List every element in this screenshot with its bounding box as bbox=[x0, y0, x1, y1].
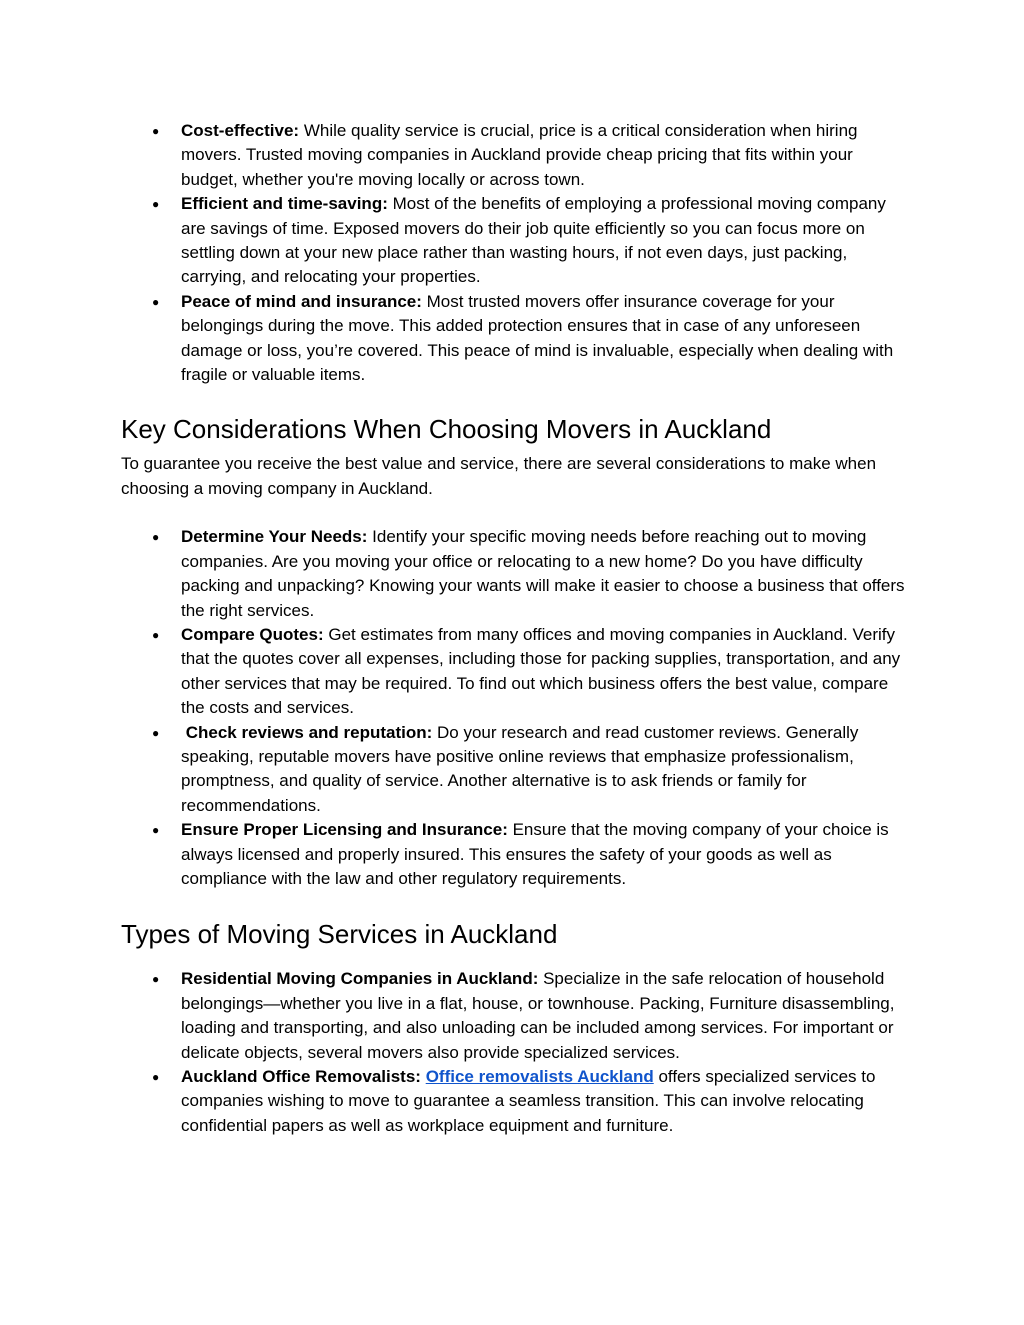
item-title: Ensure Proper Licensing and Insurance: bbox=[181, 820, 508, 840]
item-text: Specialize in the safe relocation of household belongings—whether you live in a flat, house, or townhouse. Packing, Furniture disassembling, loading and transporting, and also unloading can be included among services. For important or delicate objects, several movers also provide specialized services. bbox=[181, 969, 895, 1062]
item-title: Efficient and time-saving: bbox=[181, 194, 388, 214]
list-item bbox=[121, 1065, 911, 1138]
item-title: Auckland Office Removalists: bbox=[181, 1067, 421, 1086]
item-title: Compare Quotes: bbox=[181, 624, 324, 644]
bullet-icon: ● bbox=[152, 627, 160, 642]
item-text: offers specialized services to companies wishing to move to guarantee a seamless transition. This can involve relocating confidential papers as well as workplace equipment and furniture. bbox=[181, 1067, 876, 1135]
item-title: Peace of mind and insurance: bbox=[181, 291, 422, 311]
document-page bbox=[121, 119, 911, 1138]
list-item bbox=[121, 818, 911, 891]
office-removalists-link[interactable]: Office removalists Auckland bbox=[425, 1067, 654, 1086]
item-text: Most trusted movers offer insurance coverage for your belongings during the move. This added protection ensures that in case of any unforeseen damage or loss, you’re covered. This peace of mind is invaluable, especially when dealing with fragile or valuable items. bbox=[181, 291, 894, 385]
item-text: Most of the benefits of employing a professional moving company are savings of time. Exposed movers do their job quite efficiently so you can focus more on settling down at your new place rather than wasting hours, if not even days, just packing, carrying, and relocating your properties. bbox=[181, 194, 886, 287]
item-text: While quality service is crucial, price is a critical consideration when hiring movers. Trusted moving companies in Auckland provide cheap pricing that fits within your budget, whether you're moving locally or across town. bbox=[181, 121, 858, 189]
item-title: Residential Moving Companies in Auckland: bbox=[181, 969, 539, 989]
bullet-icon: ● bbox=[152, 1070, 160, 1084]
item-title: Check reviews and reputation: bbox=[181, 722, 433, 742]
list-item bbox=[121, 967, 911, 1065]
bullet-icon: ● bbox=[152, 823, 160, 838]
bullet-icon: ● bbox=[152, 972, 160, 987]
section-paragraph: To guarantee you receive the best value and service, there are several considerations to make when choosing a moving company in Auckland. bbox=[121, 454, 877, 498]
list-item bbox=[121, 525, 911, 623]
services-list bbox=[121, 967, 911, 1138]
item-title: Cost-effective: bbox=[181, 121, 300, 140]
considerations-list bbox=[121, 525, 911, 891]
bullet-icon: ● bbox=[152, 197, 160, 212]
item-text: Ensure that the moving company of your choice is always licensed and properly insured. This ensures the safety of your goods as well as compliance with the law and other regulatory requirements. bbox=[181, 820, 889, 888]
section-heading-types-of-services: Types of Moving Services in Auckland bbox=[121, 919, 558, 950]
list-item bbox=[121, 721, 911, 819]
list-item bbox=[121, 192, 911, 290]
bullet-icon: ● bbox=[152, 725, 160, 740]
item-title: Determine Your Needs: bbox=[181, 527, 368, 547]
benefits-list bbox=[121, 119, 911, 387]
item-text: Identify your specific moving needs before reaching out to moving companies. Are you moving your office or relocating to a new home? Do you have difficulty packing and unpacking? Knowing your wants will make it easier to choose a business that offers the right services. bbox=[181, 527, 905, 620]
bullet-icon: ● bbox=[152, 124, 160, 138]
list-item bbox=[121, 290, 911, 388]
list-item bbox=[121, 119, 911, 192]
section-heading-key-considerations: Key Considerations When Choosing Movers in Auckland bbox=[121, 414, 772, 445]
bullet-icon: ● bbox=[152, 294, 160, 309]
item-text: Get estimates from many offices and moving companies in Auckland. Verify that the quotes cover all expenses, including those for packing supplies, transportation, and any other services that may be required. To find out which business offers the best value, compare the costs and services. bbox=[181, 624, 901, 718]
list-item bbox=[121, 623, 911, 721]
bullet-icon: ● bbox=[152, 530, 160, 545]
item-text: Do your research and read customer reviews. Generally speaking, reputable movers have positive online reviews that emphasize professionalism, promptness, and quality of service. Another alternative is to ask friends or family for recommendations. bbox=[181, 722, 859, 815]
